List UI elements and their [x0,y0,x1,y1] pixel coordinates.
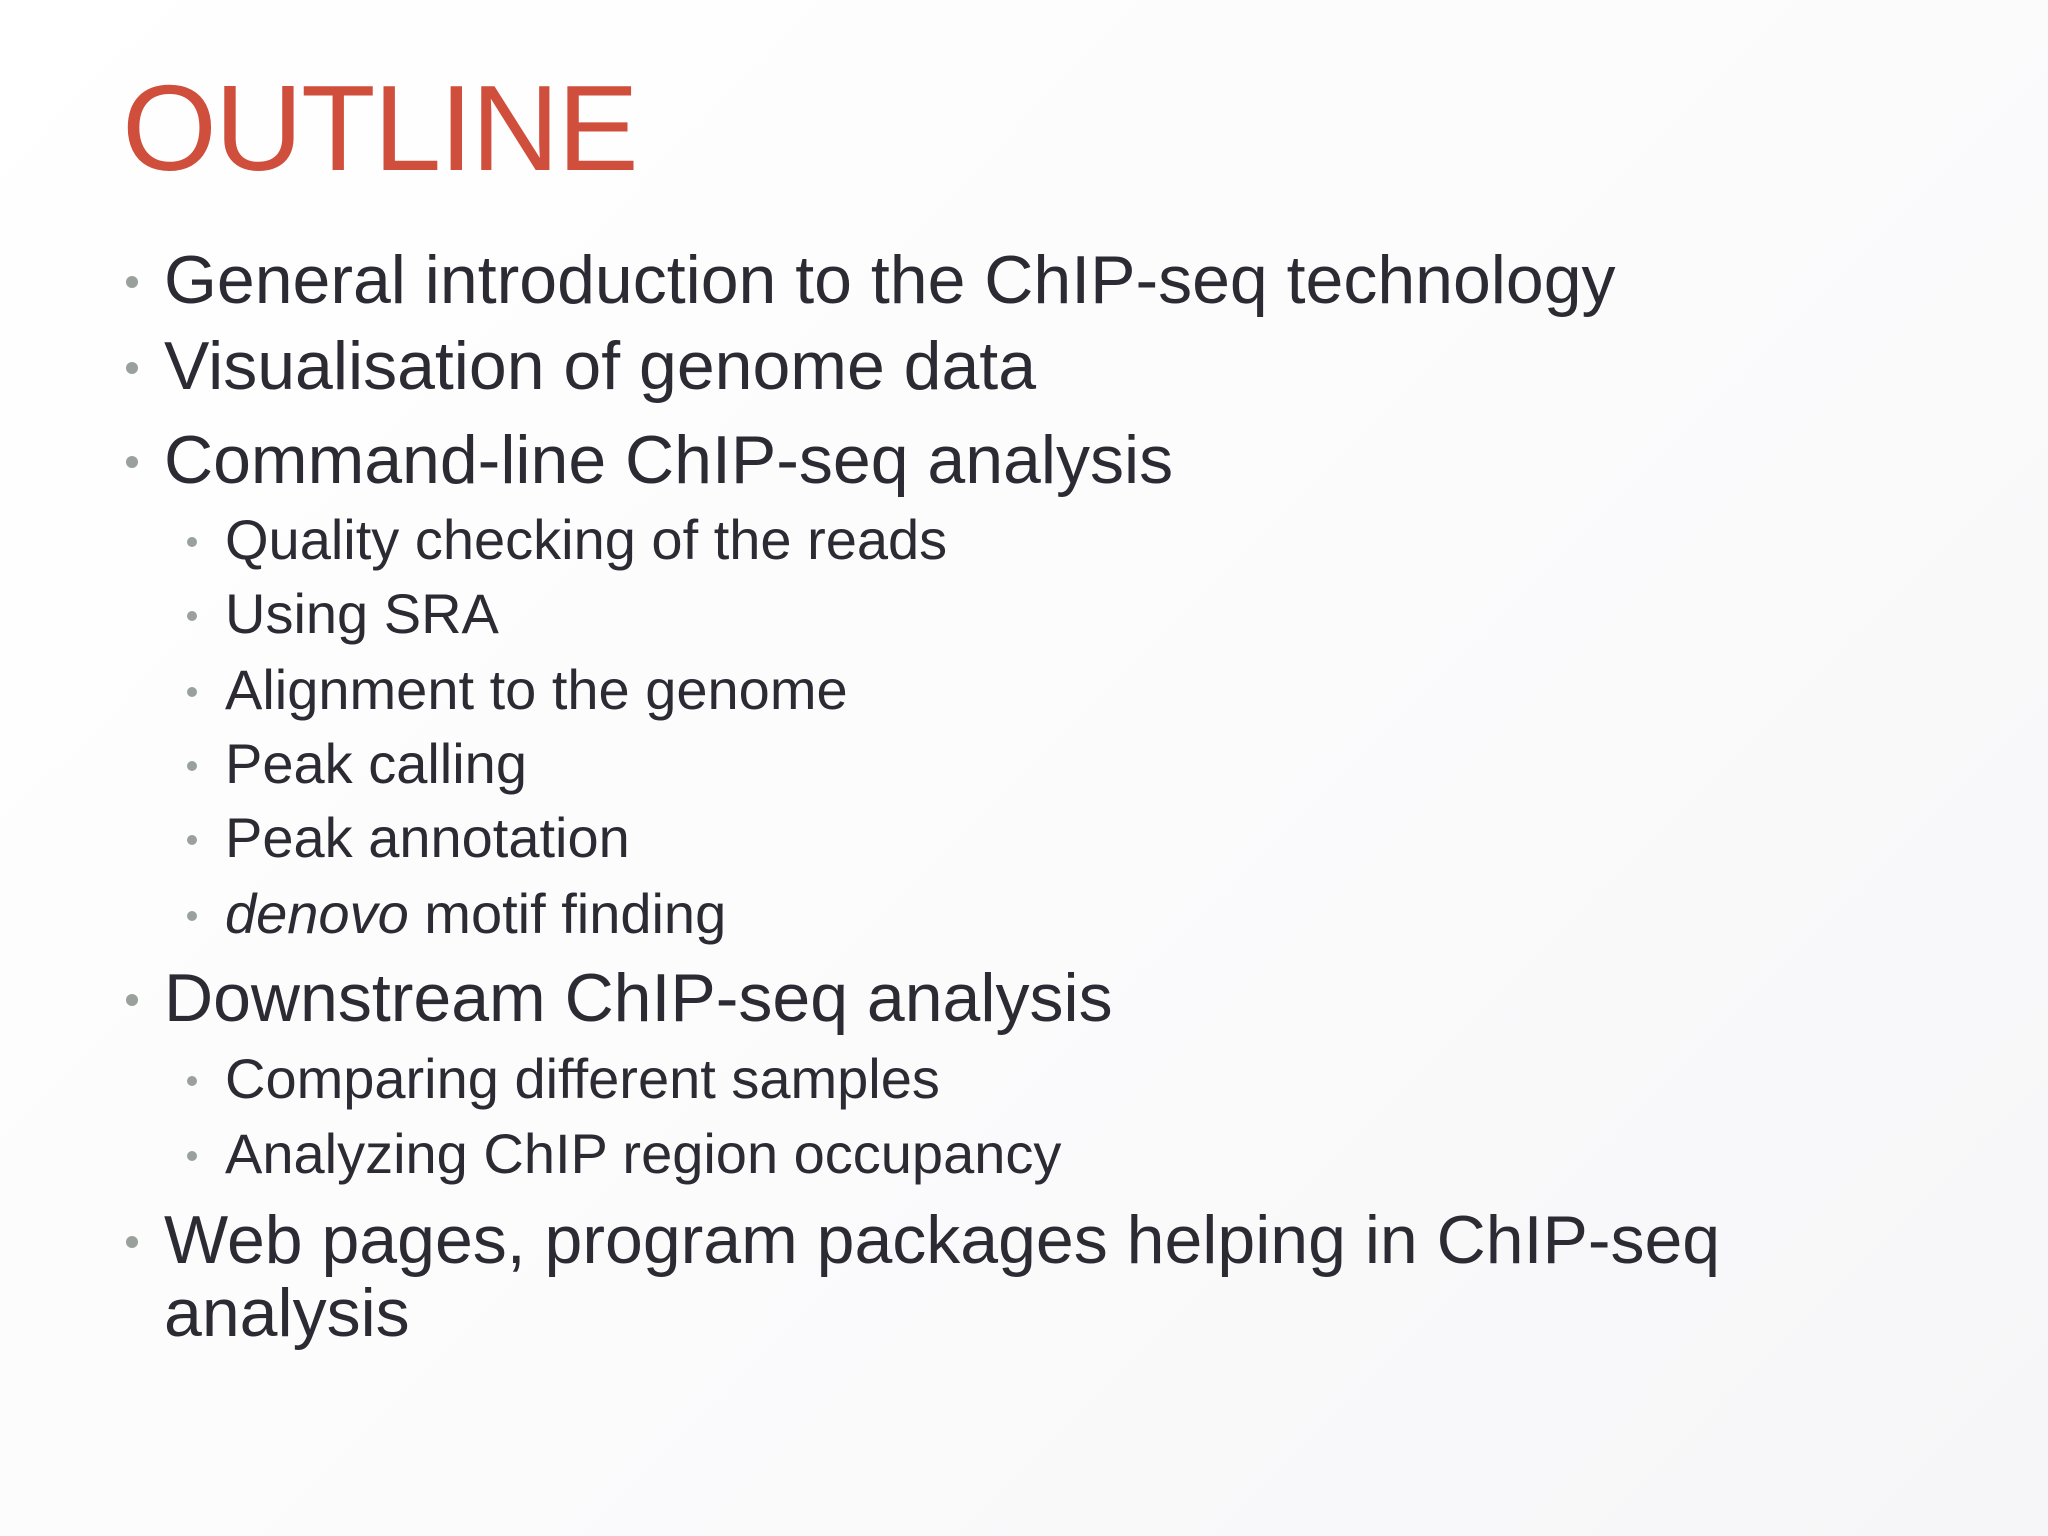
outline-subitem [225,733,527,795]
outline-subitem-text: motif finding [408,882,727,945]
outline-item-text: General introduction to the ChIP-seq technology [164,242,1616,318]
outline-subitem [225,883,726,945]
bullet-dot-icon [187,835,197,845]
outline-item-text: Visualisation of genome data [164,328,1037,404]
outline-subitem [225,807,630,869]
outline-item [164,961,1113,1035]
outline-item [164,1203,1720,1277]
bullet-dot-icon [187,537,197,547]
bullet-dot-icon [187,611,197,621]
outline-subitem-text: Alignment to the genome [225,658,848,721]
bullet-dot-icon [187,1151,197,1161]
outline-subitem-text: Analyzing ChIP region occupancy [225,1122,1062,1185]
bullet-dot-icon [126,994,138,1006]
outline-subitem-text: Peak annotation [225,806,630,869]
outline-item [164,423,1173,497]
bullet-dot-icon [126,276,138,288]
bullet-dot-icon [126,362,138,374]
outline-subitem-text: Peak calling [225,732,527,795]
outline-subitem-text: Comparing different samples [225,1047,940,1110]
bullet-dot-icon [126,1236,138,1248]
outline-item-text: Web pages, program packages helping in ChIP-seq [164,1202,1721,1278]
outline-item-continuation [164,1276,410,1350]
outline-subitem [225,509,947,571]
bullet-dot-icon [126,456,138,468]
bullet-dot-icon [187,687,197,697]
outline-item-text: Command-line ChIP-seq analysis [164,422,1174,498]
outline-subitem [225,659,848,721]
outline-subitem [225,583,499,645]
outline-subitem-text: Using SRA [225,582,499,645]
outline-item-text: analysis [164,1275,410,1351]
outline-item [164,243,1616,317]
outline-subitem-emphasis: denovo [225,882,409,945]
outline-subitem [225,1048,940,1110]
bullet-dot-icon [187,911,197,921]
outline-item [164,329,1036,403]
bullet-dot-icon [187,1076,197,1086]
bullet-dot-icon [187,761,197,771]
slide-title: OUTLINE [122,60,637,196]
outline-subitem-text: Quality checking of the reads [225,508,948,571]
outline-item-text: Downstream ChIP-seq analysis [164,960,1113,1036]
outline-subitem [225,1123,1061,1185]
